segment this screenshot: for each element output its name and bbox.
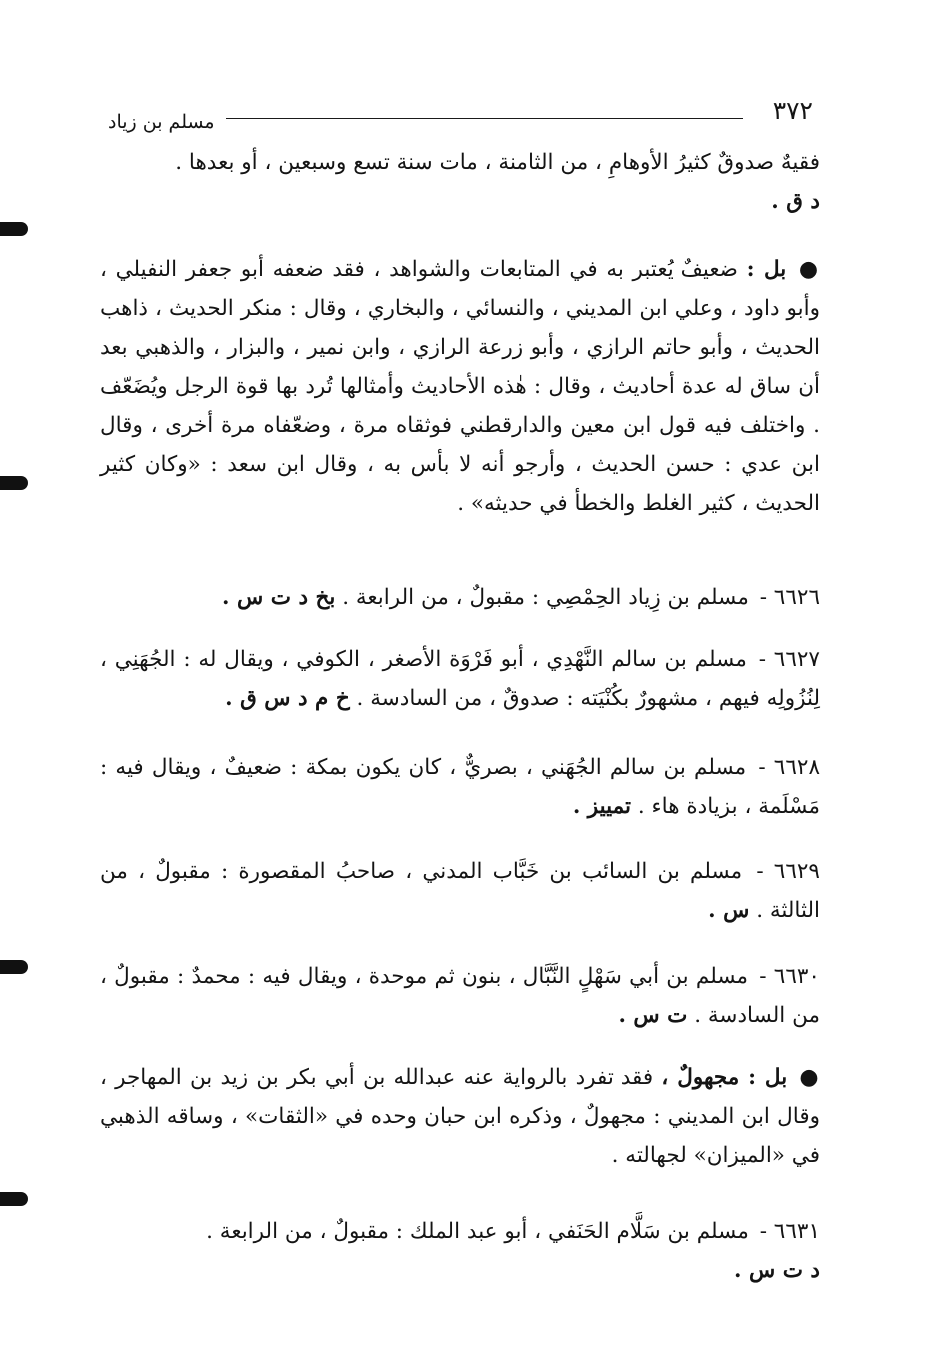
scan-edge-mark <box>0 476 28 490</box>
entry-6627 <box>100 640 820 718</box>
bullet-icon: ● <box>799 1065 820 1090</box>
entry-text: مسلم بن زِياد الحِمْصِي : مقبولٌ ، من الرابعة . <box>342 585 749 610</box>
entry-number: ٦٦٣١ - <box>759 1219 820 1244</box>
continuation-paragraph <box>100 143 820 221</box>
sigla: ت س . <box>618 1003 688 1028</box>
sigla: خ م د س ق . <box>225 686 350 711</box>
entry-number: ٦٦٣٠ - <box>759 964 820 989</box>
header-rule <box>226 118 743 119</box>
scan-edge-mark <box>0 1192 28 1206</box>
page-header <box>108 96 813 136</box>
scan-edge-mark <box>0 960 28 974</box>
sigla: بخ د ت س . <box>222 585 336 610</box>
entry-number: ٦٦٢٩ - <box>756 859 820 884</box>
annotation-label: بل : مجهولٌ ، <box>661 1065 788 1090</box>
running-title: مسلم بن زياد <box>108 111 215 133</box>
sigla: تمييز . <box>572 794 632 819</box>
annotation-label: بل : <box>746 257 787 282</box>
entry-number: ٦٦٢٦ - <box>759 585 820 610</box>
sigla: س . <box>708 898 750 923</box>
annotation-text: فقد تفرد بالرواية عنه عبدالله بن أبي بكر بن زيد بن المهاجر ، وقال ابن المديني : مجهولٌ ، وذكره ابن حبان وحده في «الثقات» ، وساقه الذهبي في «الميزان» لجهالته . <box>100 1065 820 1168</box>
entry-text: مسلم بن سَلَّام الحَنَفي ، أبو عبد الملك : مقبولٌ ، من الرابعة . <box>206 1219 749 1244</box>
annotation-text: ضعيفٌ يُعتبر به في المتابعات والشواهد ، فقد ضعفه أبو جعفر النفيلي ، وأبو داود ، وعلي ابن المديني ، والنسائي ، والبخاري ، وقال : منكر الحديث ، ذاهب الحديث ، وأبو حاتم الرازي ، وأبو زرعة الرازي ، وابن نمير ، والبزار ، والذهبي بعد أن ساق له عدة أحاديث ، وقال : هٰذه الأحاديث وأمثالها تُرد بها قوة الرجل ويُضَعّف . واختلف فيه قول ابن معين والدارقطني فوثقاه مرة ، وضعّفاه مرة أخرى ، وقال ابن عدي : حسن الحديث ، وأرجو أنه لا بأس به ، وقال ابن سعد : «وكان كثير الحديث ، كثير الغلط والخطأ في حديثه» . <box>100 257 820 516</box>
annotation-paragraph <box>100 250 820 523</box>
entry-number: ٦٦٢٨ - <box>758 755 820 780</box>
sigla: د ت س . <box>734 1258 820 1283</box>
entry-6626 <box>100 578 820 617</box>
entry-text: مسلم بن سالم النَّهْدِي ، أبو فَرْوَة الأصغر ، الكوفي ، ويقال له : الجُهَنِي ، لِنُزُولِه فيهم ، مشهورٌ بكُنْيَته : صدوقٌ ، من السادسة . <box>100 647 820 711</box>
paragraph-text: فقيهٌ صدوقٌ كثيرُ الأوهامِ ، من الثامنة ، مات سنة تسع وسبعين ، أو بعدها . <box>175 150 820 175</box>
entry-number: ٦٦٢٧ - <box>758 647 820 672</box>
entry-6631 <box>100 1212 820 1290</box>
scan-edge-mark <box>0 222 28 236</box>
page-number: ٣٧٢ <box>772 96 813 125</box>
sigla: د ق . <box>771 189 820 214</box>
entry-text: مسلم بن السائب بن خَبَّاب المدني ، صاحبُ المقصورة : مقبولٌ ، من الثالثة . <box>100 859 820 923</box>
entry-6630 <box>100 957 820 1035</box>
entry-text: مسلم بن أبي سَهْلٍ النَّبَّال ، بنون ثم موحدة ، ويقال فيه : محمدٌ : مقبولٌ ، من السادسة . <box>100 964 820 1028</box>
entry-6628 <box>100 748 820 826</box>
entry-text: مسلم بن سالم الجُهَني ، بصريٌّ ، كان يكون بمكة : ضعيفٌ ، ويقال فيه : مَسْلَمة ، بزيادة هاء . <box>100 755 820 819</box>
annotation-paragraph <box>100 1058 820 1175</box>
bullet-icon: ● <box>798 257 820 282</box>
entry-6629 <box>100 852 820 930</box>
